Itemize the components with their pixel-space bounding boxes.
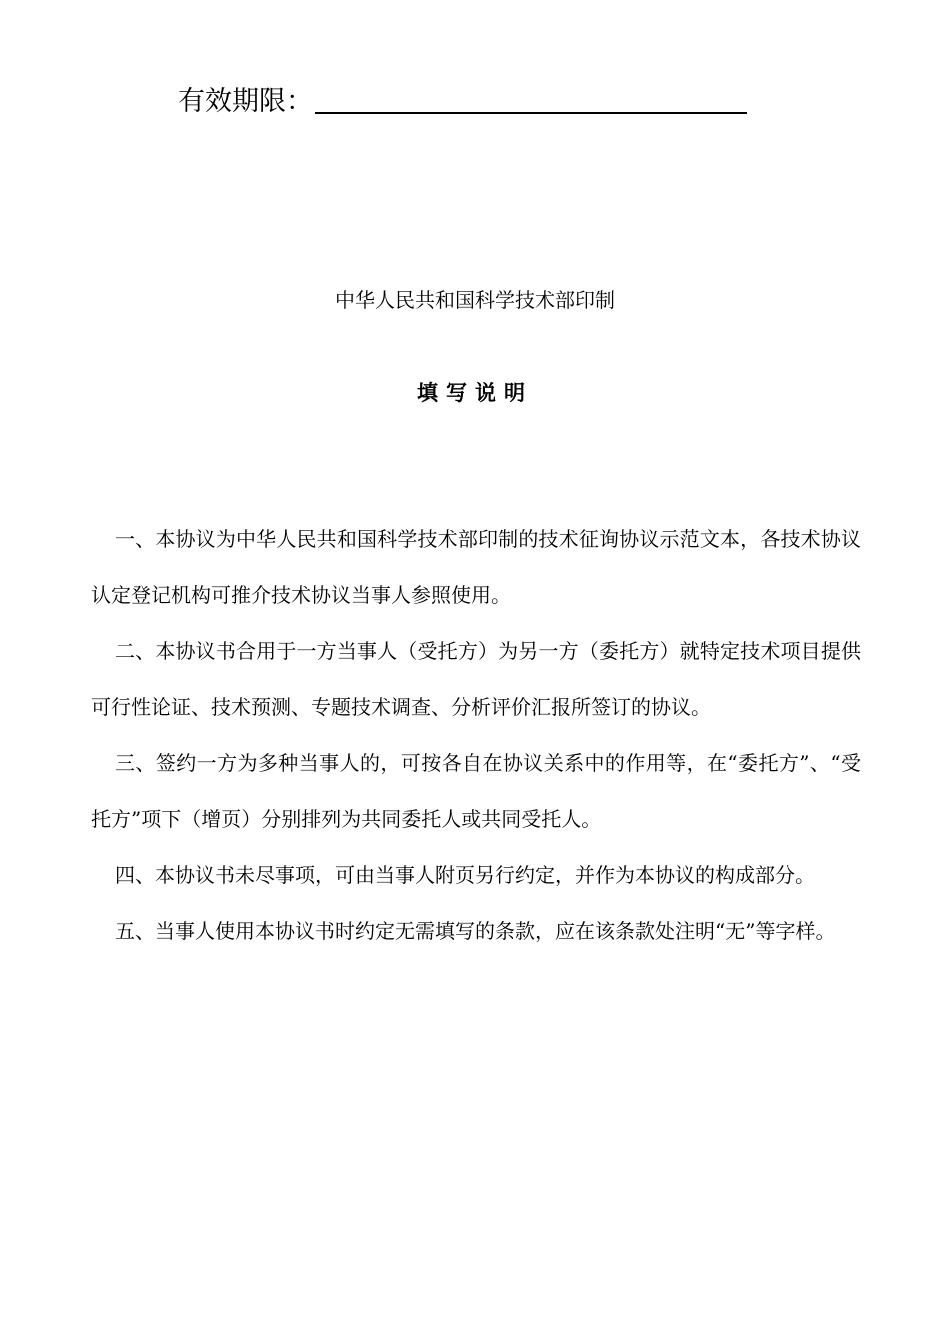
instruction-paragraph-4: 四、本协议书未尽事项，可由当事人附页另行约定，并作为本协议的构成部分。 (115, 863, 815, 887)
instruction-paragraph-1: 一、本协议为中华人民共和国科学技术部印制的技术征询协议示范文本，各技术协议认定登记机构可推介技术协议当事人参照使用。 (91, 527, 861, 607)
instructions-body (91, 511, 861, 959)
instructions-heading: 填写说明 (417, 381, 533, 405)
issuer-line: 中华人民共和国科学技术部印制 (335, 288, 615, 312)
validity-period-blank (315, 112, 747, 114)
instruction-paragraph-3: 三、签约一方为多种当事人的，可按各自在协议关系中的作用等，在“委托方”、“受托方”项下（增页）分别排列为共同委托人或共同受托人。 (91, 751, 861, 831)
validity-period-row (178, 80, 747, 122)
validity-period-label: 有效期限： (178, 86, 313, 117)
instruction-paragraph-5: 五、当事人使用本协议书时约定无需填写的条款，应在该条款处注明“无”等字样。 (115, 919, 836, 943)
instruction-paragraph-2: 二、本协议书合用于一方当事人（受托方）为另一方（委托方）就特定技术项目提供可行性论证、技术预测、专题技术调查、分析评价汇报所签订的协议。 (91, 639, 861, 719)
